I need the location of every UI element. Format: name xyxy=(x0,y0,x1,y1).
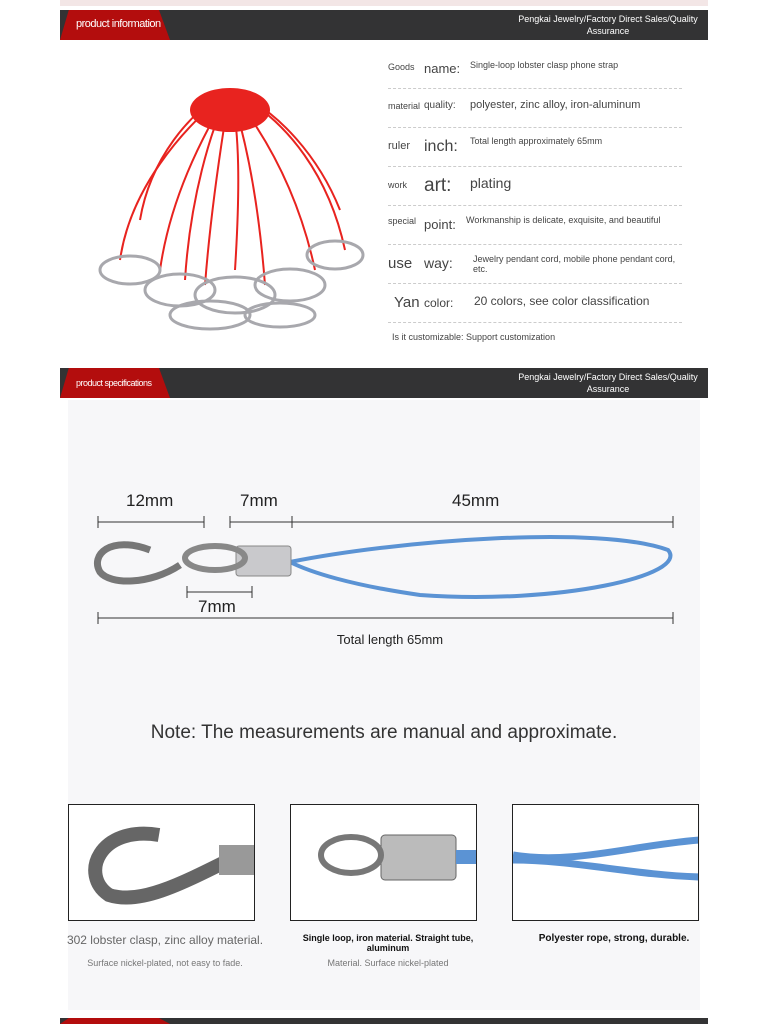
spec-row xyxy=(388,89,682,128)
spec-value: Single-loop lobster clasp phone strap xyxy=(470,60,619,70)
section-title: product information xyxy=(76,18,161,30)
product-photo xyxy=(90,70,375,340)
spec-key: way: xyxy=(424,255,453,271)
dimension-label-loop: 7mm xyxy=(198,597,236,616)
spec-key: inch: xyxy=(424,138,458,155)
section-header-next xyxy=(60,1018,708,1024)
header-slogan: Pengkai Jewelry/Factory Direct Sales/Quality Assurance xyxy=(518,372,698,394)
dimension-label-clasp: 12mm xyxy=(126,491,174,510)
spec-row xyxy=(388,206,682,245)
spec-row xyxy=(388,245,682,284)
spec-key: material xyxy=(388,101,421,111)
spec-value: Workmanship is delicate, exquisite, and beautiful xyxy=(466,215,661,225)
spec-key: art: xyxy=(424,175,452,196)
header-accent xyxy=(60,1018,170,1024)
spec-key: ruler xyxy=(388,140,411,152)
section-header-product-specifications xyxy=(60,368,708,398)
measurement-note: Note: The measurements are manual and approximate. xyxy=(150,722,618,743)
spec-value: Jewelry pendant cord, mobile phone pendant cord, etc. xyxy=(473,254,676,274)
detail-subcaption: Surface nickel-plated, not easy to fade. xyxy=(87,958,243,968)
dimension-label-tube: 7mm xyxy=(240,491,278,510)
spec-value: 20 colors, see color classification xyxy=(474,294,650,308)
spec-row xyxy=(388,284,682,323)
section-title: product specifications xyxy=(76,378,152,388)
spec-value: Total length approximately 65mm xyxy=(470,136,603,146)
dimension-label-cord: 45mm xyxy=(452,491,500,510)
header-slogan: Pengkai Jewelry/Factory Direct Sales/Quality Assurance xyxy=(518,14,698,36)
spec-key: special xyxy=(388,216,417,226)
detail-caption: Polyester rope, strong, durable. xyxy=(538,933,690,944)
detail-photo-tube xyxy=(290,804,477,921)
top-divider xyxy=(60,0,708,6)
spec-key: use xyxy=(388,255,413,272)
spec-key: work xyxy=(388,180,408,190)
section-header-product-information xyxy=(60,10,708,40)
detail-photo-clasp xyxy=(68,804,255,921)
spec-key: Yan xyxy=(394,294,420,311)
spec-row xyxy=(388,50,682,89)
spec-key: name: xyxy=(424,61,461,76)
total-length-label: Total length 65mm xyxy=(336,632,444,647)
spec-key: Goods xyxy=(388,62,415,72)
spec-key: color: xyxy=(424,296,454,310)
spec-key: quality: xyxy=(424,100,456,111)
spec-value: plating xyxy=(470,175,512,191)
detail-photo-cord xyxy=(512,804,699,921)
detail-subcaption: Material. Surface nickel-plated xyxy=(327,958,449,968)
spec-value: polyester, zinc alloy, iron-aluminum xyxy=(470,99,641,111)
spec-row xyxy=(388,167,682,206)
detail-caption: 302 lobster clasp, zinc alloy material. xyxy=(66,933,264,947)
dimension-diagram xyxy=(0,500,768,630)
spec-key: point: xyxy=(424,217,456,232)
detail-caption: Single loop, iron material. Straight tube, aluminum xyxy=(302,933,474,953)
customizable-note: Is it customizable: Support customization xyxy=(392,332,556,342)
spec-row xyxy=(388,128,682,167)
